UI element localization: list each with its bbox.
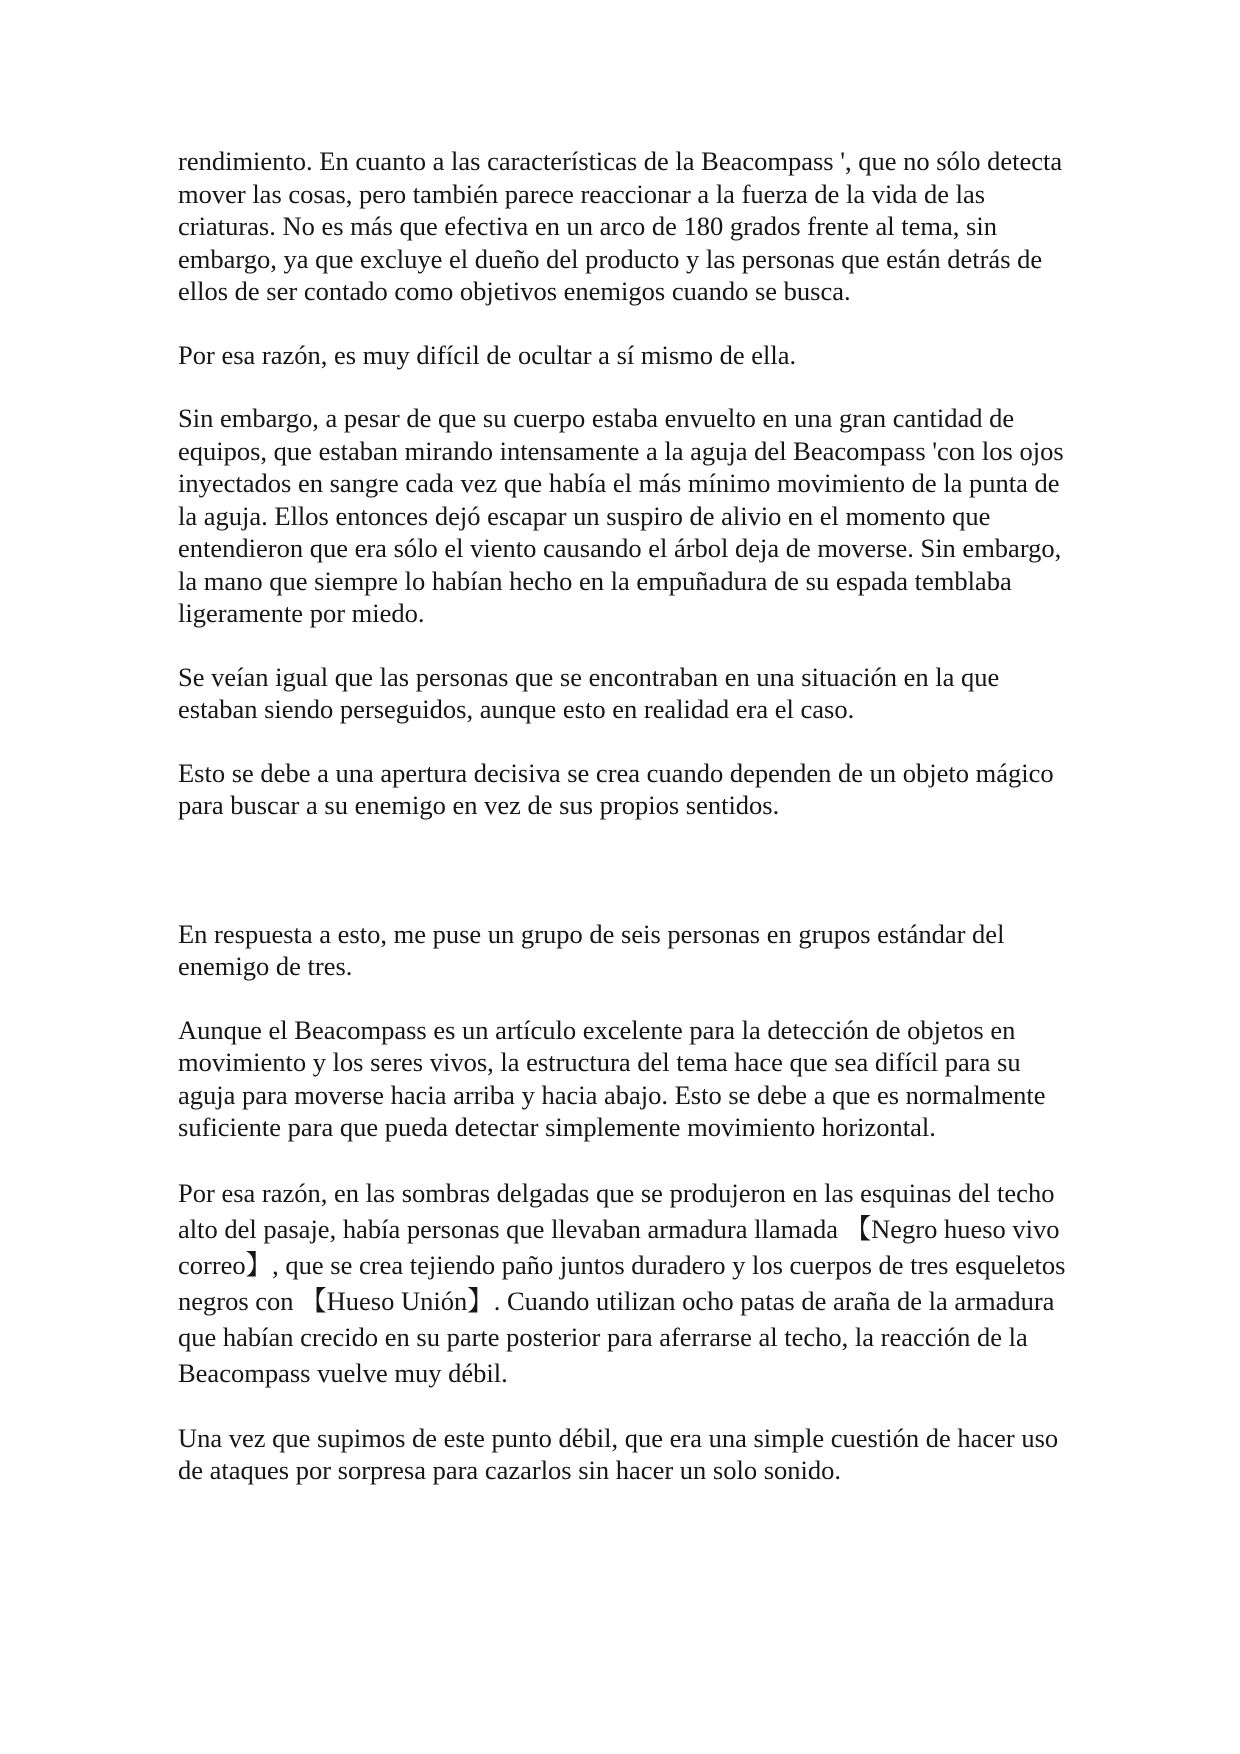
paragraph-8: Por esa razón, en las sombras delgadas que se produjeron en las esquinas del techo alto del pasaje, había personas que llevaban armadura llamada 【Negro hueso vivo correo】, que se crea tejiendo paño juntos duradero y los cuerpos de tres esqueletos negros con 【Hueso Unión】. Cuando utilizan ocho patas de araña de la armadura que habían crecido en su parte posterior para aferrarse al techo, la reacción de la Beacompass vuelve muy débil. — [178, 1177, 1066, 1388]
paragraph-3: Sin embargo, a pesar de que su cuerpo estaba envuelto en una gran cantidad de equipos, que estaban mirando intensamente a la aguja del Beacompass 'con los ojos inyectados en sangre cada vez que había el más mínimo movimiento de la punta de la aguja. Ellos entonces dejó escapar un suspiro de alivio en el momento que entendieron que era sólo el viento causando el árbol deja de moverse. Sin embargo, la mano que siempre lo habían hecho en la empuñadura de su espada temblaba ligeramente por miedo. — [178, 403, 1064, 628]
paragraph-6: En respuesta a esto, me puse un grupo de seis personas en grupos estándar del enemigo de tres. — [178, 918, 1005, 981]
body-text — [178, 145, 1078, 1518]
paragraph-1: rendimiento. En cuanto a las características de la Beacompass ', que no sólo detecta mover las cosas, pero también parece reaccionar a la fuerza de la vida de las criaturas. No es más que efectiva en un arco de 180 grados frente al tema, sin embargo, ya que excluye el dueño del producto y las personas que están detrás de ellos de ser contado como objetivos enemigos cuando se busca. — [178, 146, 1063, 306]
paragraph-4: Se veían igual que las personas que se encontraban en una situación en la que estaban siendo perseguidos, aunque esto en realidad era el caso. — [178, 661, 1000, 724]
paragraph-5: Esto se debe a una apertura decisiva se crea cuando dependen de un objeto mágico para buscar a su enemigo en vez de sus propios sentidos. — [178, 757, 1054, 820]
paragraph-9: Una vez que supimos de este punto débil, que era una simple cuestión de hacer uso de ataques por sorpresa para cazarlos sin hacer un solo sonido. — [178, 1422, 1059, 1485]
paragraph-7: Aunque el Beacompass es un artículo excelente para la detección de objetos en movimiento y los seres vivos, la estructura del tema hace que sea difícil para su aguja para moverse hacia arriba y hacia abajo. Esto se debe a que es normalmente suficiente para que pueda detectar simplemente movimiento horizontal. — [178, 1014, 1046, 1142]
paragraph-2: Por esa razón, es muy difícil de ocultar a sí mismo de ella. — [178, 339, 797, 370]
